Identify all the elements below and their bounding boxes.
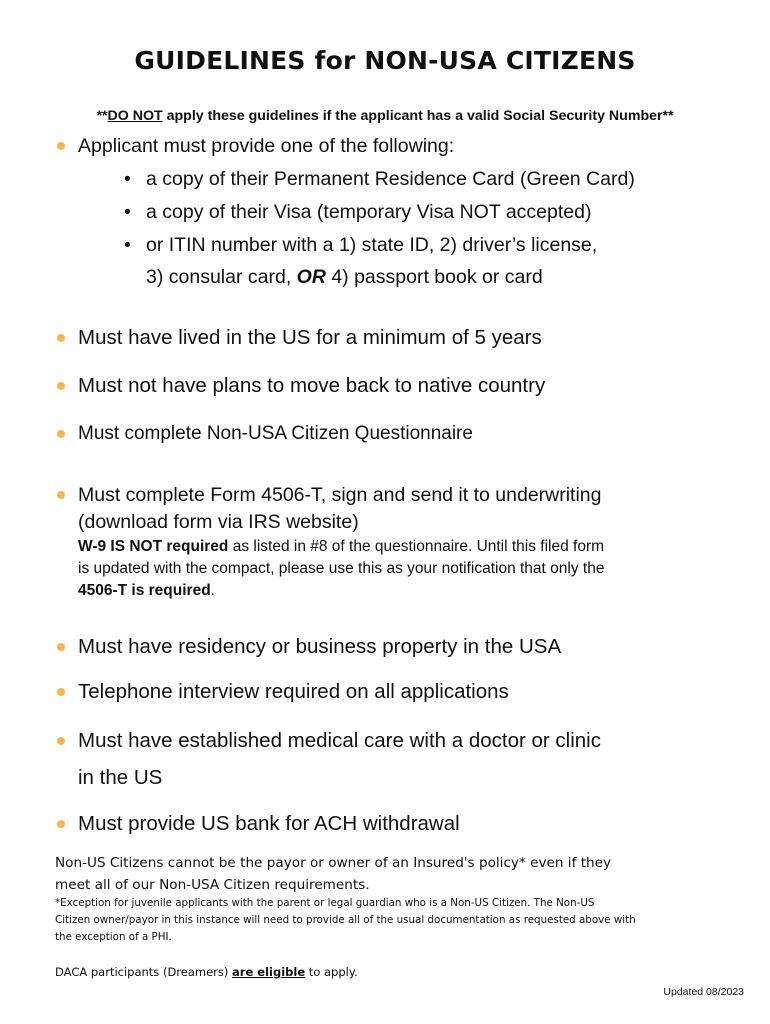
page-title: GUIDELINES for NON-USA CITIZENS (134, 46, 636, 75)
item-form-4506t-download: (download form via IRS website) (78, 511, 359, 533)
daca-text: DACA participants (Dreamers) (55, 965, 233, 979)
daca-text: to apply. (305, 965, 358, 979)
w9-note-text: is updated with the compact, please use this as your notification that only the (78, 560, 605, 577)
w9-note-bold: 4506-T is required (78, 582, 211, 599)
sub-item-itin-text: 3) consular card, (146, 266, 297, 288)
exception-text: the exception of a PHI. (55, 931, 172, 943)
item-us-bank: Must provide US bank for ACH withdrawal (78, 812, 460, 835)
bullet-dot (57, 643, 65, 651)
w9-note-text: . (210, 582, 215, 599)
item-property: Must have residency or business property in the USA (78, 635, 562, 658)
juvenile-exception-note (55, 895, 636, 946)
bullet-dot (57, 382, 65, 390)
warning-prefix: ** (96, 108, 108, 124)
payor-owner-text: meet all of our Non-USA Citizen requirements. (55, 877, 370, 893)
sub-item-green-card: a copy of their Permanent Residence Card (Green Card) (146, 168, 635, 190)
sub-item-itin: or ITIN number with a 1) state ID, 2) driver’s license, (146, 234, 598, 256)
sub-bullet-icon: • (124, 168, 131, 190)
sub-bullet-icon: • (124, 234, 131, 256)
ssn-warning (0, 108, 770, 124)
exception-text: *Exception for juvenile applicants with the parent or legal guardian who is a Non-US Citizen. The Non-US (55, 897, 595, 909)
item-medical-care-continued: in the US (78, 766, 163, 789)
bullet-dot (57, 430, 65, 438)
w9-note (78, 536, 718, 602)
item-provide-documents: Applicant must provide one of the following: (78, 135, 455, 157)
w9-note-text: as listed in #8 of the questionnaire. Until this filed form (228, 538, 605, 555)
sub-item-visa: a copy of their Visa (temporary Visa NOT accepted) (146, 201, 592, 223)
daca-eligible: are eligible (232, 965, 306, 979)
bullet-dot (57, 491, 65, 499)
or-emphasis: OR (296, 266, 326, 288)
bullet-dot (57, 334, 65, 342)
sub-item-itin-continued (146, 266, 543, 289)
bullet-dot (57, 737, 65, 745)
item-form-4506t: Must complete Form 4506-T, sign and send it to underwriting (78, 484, 602, 506)
updated-date: Updated 08/2023 (663, 986, 744, 998)
item-medical-care: Must have established medical care with a doctor or clinic (78, 729, 601, 752)
bullet-dot (57, 142, 65, 150)
item-no-plans-to-move: Must not have plans to move back to native country (78, 374, 546, 397)
payor-owner-text: Non-US Citizens cannot be the payor or owner of an Insured's policy* even if they (55, 855, 612, 871)
sub-bullet-icon: • (124, 201, 131, 223)
payor-owner-note (55, 852, 611, 896)
w9-note-bold: W-9 IS NOT required (78, 538, 229, 555)
item-questionnaire: Must complete Non-USA Citizen Questionnaire (78, 423, 473, 444)
warning-emphasis: DO NOT (107, 108, 163, 124)
bullet-dot (57, 820, 65, 828)
bullet-dot (57, 688, 65, 696)
sub-item-itin-text: 4) passport book or card (325, 266, 543, 288)
warning-text: apply these guidelines if the applicant has a valid Social Security Number** (162, 108, 674, 124)
item-telephone-interview: Telephone interview required on all applications (78, 680, 509, 703)
daca-note (55, 965, 358, 979)
item-lived-5-years: Must have lived in the US for a minimum of 5 years (78, 326, 542, 349)
exception-text: Citizen owner/payor in this instance will need to provide all of the usual documentation as requested above with (55, 914, 636, 926)
